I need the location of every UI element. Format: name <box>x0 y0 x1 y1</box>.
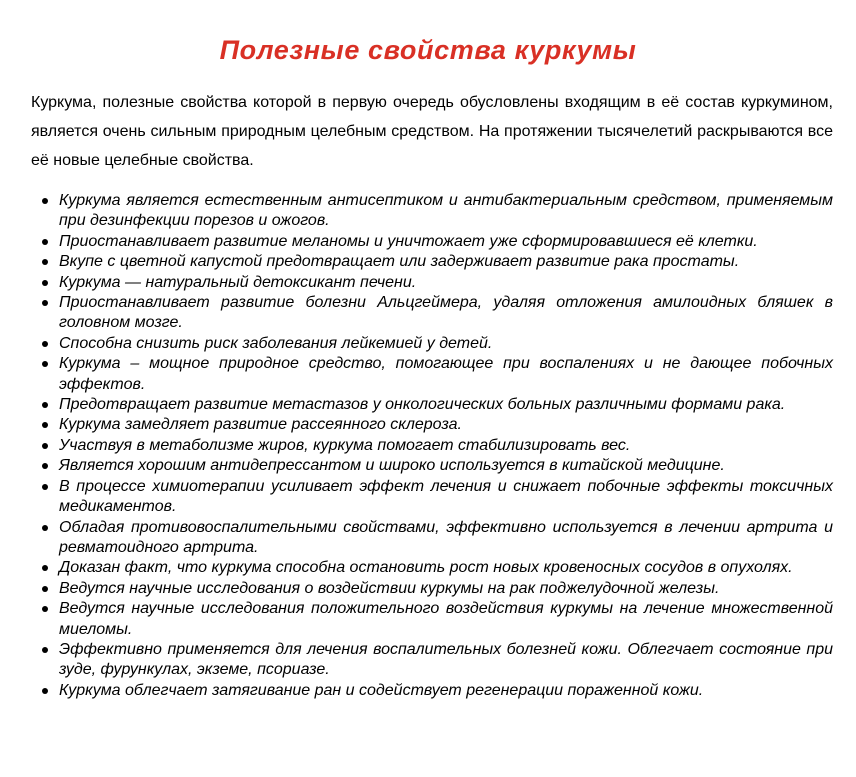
list-item-text: Участвуя в метаболизме жиров, куркума помогает стабилизировать вес. <box>59 436 631 454</box>
list-item <box>31 354 833 395</box>
list-item <box>31 395 833 415</box>
list-item <box>31 334 833 354</box>
list-item-text: Куркума — натуральный детоксикант печени. <box>59 273 417 291</box>
list-item-text: Является хорошим антидепрессантом и широко используется в китайской медицине. <box>59 457 725 475</box>
list-item-text: Ведутся научные исследования о воздействии куркумы на рак поджелудочной железы. <box>59 579 720 597</box>
bullet-icon <box>42 647 48 653</box>
bullet-icon <box>42 443 48 449</box>
intro-paragraph: Куркума, полезные свойства которой в первую очередь обусловлены входящим в её состав куркумином, является очень сильным природным целебным средством. На протяжении тысячелетий раскрываются все её новые целебные свойства. <box>31 94 833 169</box>
bullet-icon <box>42 280 48 286</box>
properties-list <box>31 191 833 701</box>
list-item-text: Куркума – мощное природное средство, помогающее при воспалениях и не дающее побочных эффектов. <box>59 355 833 393</box>
list-item <box>31 518 833 559</box>
bullet-icon <box>42 565 48 571</box>
list-item <box>31 293 833 334</box>
list-item-text: Куркума облегчает затягивание ран и содействует регенерации пораженной кожи. <box>59 681 704 699</box>
list-item-text: Способна снизить риск заболевания лейкемией у детей. <box>59 334 493 352</box>
bullet-icon <box>42 239 48 245</box>
bullet-icon <box>42 198 48 204</box>
list-item-text: Куркума замедляет развитие рассеянного склероза. <box>59 416 462 434</box>
bullet-icon <box>42 361 48 367</box>
bullet-icon <box>42 259 48 265</box>
list-item-text: Эффективно применяется для лечения воспалительных болезней кожи. Облегчает состояние при зуде, фурункулах, экземе, псориазе. <box>59 640 833 679</box>
list-item-text: В процессе химиотерапии усиливает эффект лечения и снижает побочные эффекты токсичных медикаментов. <box>59 477 833 516</box>
list-item <box>31 232 833 252</box>
list-item-text: Обладая противовоспалительными свойствами, эффективно используется в лечении артрита и ревматоидного артрита. <box>59 518 833 556</box>
list-item <box>31 640 833 681</box>
list-item-text: Доказан факт, что куркума способна остановить рост новых кровеносных сосудов в опухолях. <box>59 559 793 577</box>
bullet-icon <box>42 606 48 612</box>
list-item <box>31 273 833 293</box>
list-item <box>31 477 833 518</box>
list-item-text: Ведутся научные исследования положительного воздействия куркумы на лечение множественной миеломы. <box>59 600 833 638</box>
page-title: Полезные свойства куркумы <box>219 35 637 65</box>
list-item <box>31 579 833 599</box>
list-item-text: Приостанавливает развитие меланомы и уничтожает уже сформировавшиеся её клетки. <box>59 232 758 250</box>
list-item <box>31 415 833 435</box>
list-item-text: Куркума является естественным антисептиком и антибактериальным средством, применяемым при дезинфекции порезов и ожогов. <box>59 192 833 230</box>
list-item <box>31 681 833 701</box>
list-item <box>31 558 833 578</box>
bullet-icon <box>42 525 48 531</box>
list-item <box>31 599 833 640</box>
list-item <box>31 436 833 456</box>
bullet-icon <box>42 341 48 347</box>
bullet-icon <box>42 586 48 592</box>
bullet-icon <box>42 688 48 694</box>
list-item <box>31 456 833 476</box>
bullet-icon <box>42 484 48 490</box>
list-item <box>31 191 833 232</box>
bullet-icon <box>42 402 48 408</box>
list-item-text: Приостанавливает развитие болезни Альцгеймера, удаляя отложения амилоидных бляшек в головном мозге. <box>59 294 833 332</box>
bullet-icon <box>42 300 48 306</box>
bullet-icon <box>42 422 48 428</box>
list-item <box>31 252 833 272</box>
list-item-text: Предотвращает развитие метастазов у онкологических больных различными формами рака. <box>59 396 786 414</box>
list-item-text: Вкупе с цветной капустой предотвращает или задерживает развитие рака простаты. <box>59 253 740 271</box>
bullet-icon <box>42 463 48 469</box>
